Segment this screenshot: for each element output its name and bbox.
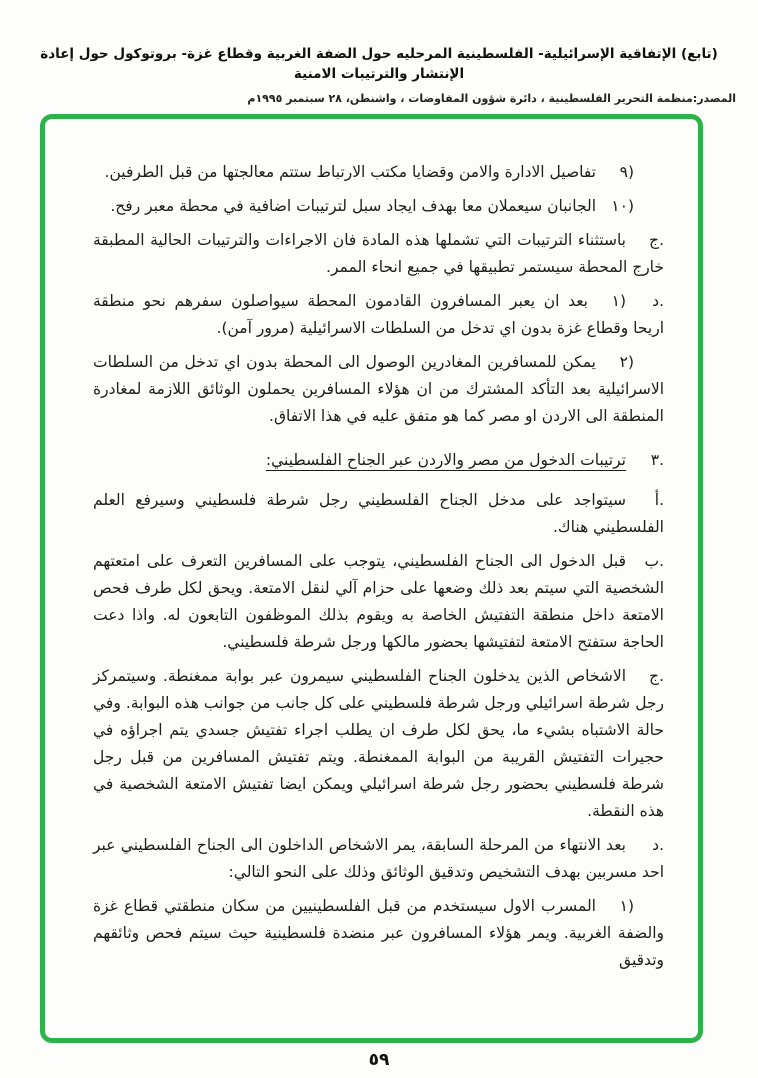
section-heading-text: ترتيبات الدخول من مصر والاردن عبر الجناح الفلسطيني: bbox=[265, 451, 626, 469]
document-body bbox=[45, 119, 698, 974]
item-text: تفاصيل الادارة والامن وقضايا مكتب الارتباط ستتم معالجتها من قبل الطرفين. bbox=[104, 163, 596, 181]
item-text: باستثناء الترتيبات التي تشملها هذه المادة فان الاجراءات والترتيبات الحالية المطبقة خارج المحطة سيستمر تطبيقها في جميع انحاء الممر. bbox=[93, 231, 664, 276]
list-item bbox=[93, 832, 664, 886]
item-marker: ١) bbox=[619, 897, 634, 915]
item-text: الاشخاص الذين يدخلون الجناح الفلسطيني سيمرون عبر بوابة ممغنطة. وسيتمركز رجل شرطة اسرائيلي ورجل شرطة فلسطيني على كل جانب من جوانب هذه البوابة. وفي حالة الاشتباه بشيء ما، يحق لكل طرف ان يطلب اجراء تفتيش جسدي يتم اجراؤه في حجيرات التفتيش القريبة من البوابة الممغنطة. ويتم تفتيش المسافرين من قبل رجل شرطة فلسطيني بحضور رجل شرطة اسرائيلي ويمكن ايضا تفتيش الامتعة الشخصية في هذه النقطة. bbox=[93, 667, 664, 820]
list-item bbox=[93, 893, 664, 974]
item-text: بعد ان يعبر المسافرون القادمون المحطة سيواصلون سفرهم نحو منطقة اريحا وقطاع غزة بدون اي تدخل من السلطات الاسرائيلية (مرور آمن). bbox=[93, 292, 664, 337]
item-text: بعد الانتهاء من المرحلة السابقة، يمر الاشخاص الداخلون الى الجناح الفلسطيني عبر احد مسربين بهدف التشخيص وتدقيق الوثائق وذلك على النحو التالي: bbox=[93, 836, 664, 881]
list-item bbox=[93, 349, 664, 430]
item-text: يمكن للمسافرين المغادرين الوصول الى المحطة بدون اي تدخل من السلطات الاسرائيلية بعد التأكد المشترك من ان هؤلاء المسافرين يحملون الوثائق اللازمة لمغادرة المنطقة الى الاردن او مصر كما هو متفق عليه في هذا الاتفاق. bbox=[93, 353, 664, 425]
item-text: الجانبان سيعملان معا بهدف ايجاد سبل لترتيبات اضافية في محطة معبر رفح. bbox=[110, 197, 596, 215]
item-marker: أ. bbox=[654, 491, 664, 509]
list-item bbox=[93, 193, 664, 220]
item-marker: د. bbox=[652, 292, 664, 310]
document-source-line: المصدر:منظمة التحرير الفلسطينية ، دائرة شؤون المفاوضات ، واشنطن، ٢٨ سبتمبر ١٩٩٥م bbox=[247, 92, 736, 105]
green-content-frame bbox=[40, 114, 703, 1043]
item-marker: ٩) bbox=[619, 163, 634, 181]
list-item bbox=[93, 487, 664, 541]
document-title: (تابع) الإتفاقية الإسرائيلية- الفلسطينية المرحليه حول الضفة الغربية وقطاع غزة- بروتوكول حول إعادة الإنتشار والترتيبات الامنية bbox=[40, 46, 718, 82]
item-marker: ج. bbox=[649, 667, 664, 685]
list-item bbox=[93, 159, 664, 186]
list-item bbox=[93, 288, 664, 342]
section-heading bbox=[93, 447, 664, 474]
list-item bbox=[93, 663, 664, 825]
item-text: سيتواجد على مدخل الجناح الفلسطيني رجل شرطة فلسطيني وسيرفع العلم الفلسطيني هناك. bbox=[93, 491, 664, 536]
item-marker: ب. bbox=[644, 552, 664, 570]
page-number: ٥٩ bbox=[368, 1050, 390, 1070]
list-item bbox=[93, 548, 664, 656]
item-text: قبل الدخول الى الجناح الفلسطيني، يتوجب على المسافرين التعرف على امتعتهم الشخصية التي سيتم بعد ذلك وضعها على حزام آلي لنقل الامتعة. ويحق لكل طرف فحص الامتعة داخل منطقة التفتيش الخاصة به ويقوم بذلك الموظفون التابعون له. واذا دعت الحاجة ستفتح الامتعة لتفتيشها بحضور مالكها ورجل شرطة فلسطيني. bbox=[93, 552, 664, 651]
item-marker: د. bbox=[652, 836, 664, 854]
section-marker: ٣. bbox=[650, 451, 664, 469]
page-header bbox=[0, 0, 758, 105]
item-marker: ١٠) bbox=[611, 197, 634, 215]
item-marker: ٢) bbox=[619, 353, 634, 371]
item-submarker: ١) bbox=[611, 292, 626, 310]
item-marker: ج. bbox=[649, 231, 664, 249]
list-item bbox=[93, 227, 664, 281]
item-text: المسرب الاول سيستخدم من قبل الفلسطينيين من سكان منطقتي قطاع غزة والضفة الغربية. ويمر هؤلاء المسافرون عبر منضدة فلسطينية حيث سيتم فحص وثائقهم وتدقيق bbox=[93, 897, 664, 969]
